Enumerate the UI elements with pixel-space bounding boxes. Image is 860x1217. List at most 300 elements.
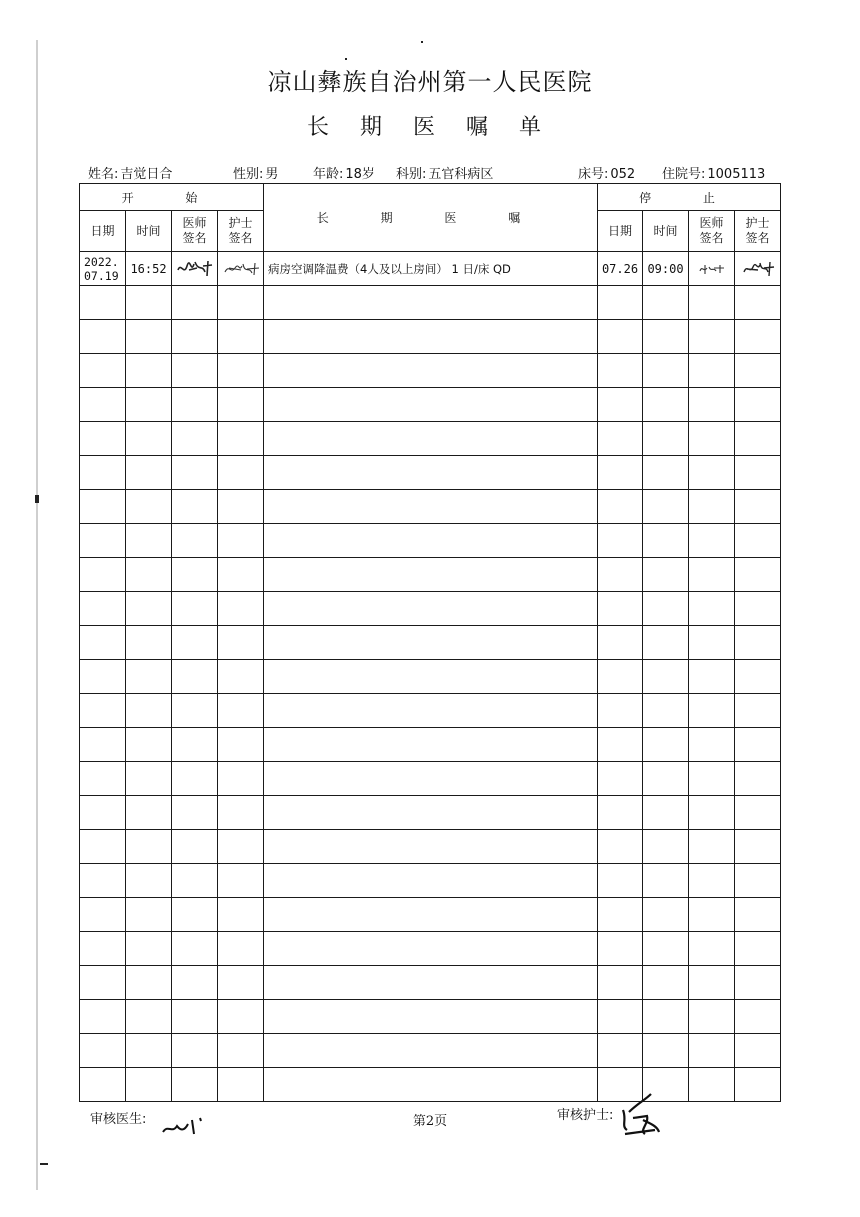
empty-cell xyxy=(735,286,781,320)
table-row xyxy=(80,490,781,524)
empty-cell xyxy=(643,1034,689,1068)
empty-cell xyxy=(264,898,598,932)
empty-cell xyxy=(689,490,735,524)
empty-cell xyxy=(735,898,781,932)
patient-name-label: 姓名: xyxy=(88,167,119,182)
empty-cell xyxy=(218,388,264,422)
empty-cell xyxy=(689,1068,735,1102)
review-doctor-label: 审核医生: xyxy=(90,1112,147,1127)
empty-cell xyxy=(126,456,172,490)
empty-cell xyxy=(80,966,126,1000)
review-nurse xyxy=(557,1104,613,1123)
empty-cell xyxy=(735,864,781,898)
table-row xyxy=(80,728,781,762)
empty-cell xyxy=(80,490,126,524)
start-doctor-sign-header xyxy=(172,211,218,252)
start-date-header: 日期 xyxy=(80,211,126,252)
empty-cell xyxy=(126,660,172,694)
patient-dept-value: 五官科病区 xyxy=(428,167,494,182)
table-row xyxy=(80,660,781,694)
empty-cell xyxy=(689,864,735,898)
empty-cell xyxy=(643,660,689,694)
empty-cell xyxy=(735,558,781,592)
empty-cell xyxy=(643,558,689,592)
start-nurse-signature xyxy=(218,252,264,286)
empty-cell xyxy=(264,354,598,388)
empty-cell xyxy=(643,524,689,558)
empty-cell xyxy=(172,1034,218,1068)
empty-cell xyxy=(80,728,126,762)
empty-cell xyxy=(218,898,264,932)
empty-cell xyxy=(172,1068,218,1102)
empty-cell xyxy=(735,762,781,796)
table-row xyxy=(80,762,781,796)
scan-edge-line xyxy=(36,40,38,1190)
empty-cell xyxy=(598,286,643,320)
stop-date-header: 日期 xyxy=(598,211,643,252)
empty-cell xyxy=(126,796,172,830)
stop-doctor-sign-header xyxy=(689,211,735,252)
patient-sex-label: 性别: xyxy=(233,167,264,182)
patient-bed-label: 床号: xyxy=(578,167,609,182)
scan-speck xyxy=(421,41,423,43)
empty-cell xyxy=(735,966,781,1000)
empty-cell xyxy=(598,660,643,694)
empty-cell xyxy=(126,1000,172,1034)
empty-cell xyxy=(126,898,172,932)
empty-cell xyxy=(689,1034,735,1068)
empty-cell xyxy=(689,558,735,592)
empty-cell xyxy=(689,354,735,388)
empty-cell xyxy=(80,354,126,388)
empty-cell xyxy=(172,966,218,1000)
empty-cell xyxy=(80,898,126,932)
patient-name-value: 吉觉日合 xyxy=(120,167,173,182)
empty-cell xyxy=(218,1034,264,1068)
empty-cell xyxy=(218,864,264,898)
table-row xyxy=(80,1034,781,1068)
empty-cell xyxy=(689,660,735,694)
empty-cell xyxy=(264,422,598,456)
stop-group-header: 停 止 xyxy=(598,184,781,211)
empty-cell xyxy=(643,694,689,728)
empty-cell xyxy=(689,592,735,626)
empty-cell xyxy=(264,864,598,898)
empty-cell xyxy=(80,626,126,660)
empty-cell xyxy=(264,456,598,490)
empty-cell xyxy=(264,558,598,592)
empty-cell xyxy=(689,456,735,490)
empty-cell xyxy=(689,762,735,796)
empty-cell xyxy=(172,592,218,626)
empty-cell xyxy=(218,966,264,1000)
patient-name xyxy=(88,163,172,182)
empty-cell xyxy=(126,354,172,388)
patient-admission-label: 住院号: xyxy=(662,167,706,182)
stop-doctor-header-line1: 医师 xyxy=(699,216,724,230)
empty-cell xyxy=(218,762,264,796)
empty-cell xyxy=(643,626,689,660)
empty-cell xyxy=(126,966,172,1000)
order-text-cell: 病房空调降温费（4人及以上房间） 1 日/床 QD xyxy=(264,252,598,286)
empty-cell xyxy=(218,932,264,966)
empty-cell xyxy=(218,558,264,592)
empty-cell xyxy=(218,1068,264,1102)
empty-cell xyxy=(126,762,172,796)
empty-cell xyxy=(126,728,172,762)
stop-doctor-signature xyxy=(689,252,735,286)
empty-cell xyxy=(598,898,643,932)
table-row xyxy=(80,694,781,728)
empty-cell xyxy=(689,932,735,966)
empty-cell xyxy=(735,830,781,864)
empty-cell xyxy=(172,932,218,966)
table-row xyxy=(80,864,781,898)
empty-cell xyxy=(218,1000,264,1034)
empty-cell xyxy=(643,898,689,932)
empty-cell xyxy=(172,354,218,388)
empty-cell xyxy=(643,966,689,1000)
table-row xyxy=(80,898,781,932)
stop-nurse-header-line1: 护士 xyxy=(745,216,770,230)
start-group-header: 开 始 xyxy=(80,184,264,211)
start-doctor-header-line2: 签名 xyxy=(182,231,207,245)
empty-cell xyxy=(264,592,598,626)
empty-cell xyxy=(172,830,218,864)
table-row xyxy=(80,558,781,592)
empty-cell xyxy=(218,728,264,762)
empty-cell xyxy=(735,388,781,422)
empty-cell xyxy=(643,1000,689,1034)
page-number: 第2页 xyxy=(412,1114,448,1129)
start-time-header: 时间 xyxy=(126,211,172,252)
empty-cell xyxy=(172,422,218,456)
empty-cell xyxy=(218,830,264,864)
empty-cell xyxy=(126,694,172,728)
empty-cell xyxy=(735,660,781,694)
empty-cell xyxy=(264,490,598,524)
empty-cell xyxy=(218,354,264,388)
patient-dept xyxy=(396,163,493,182)
empty-cell xyxy=(598,932,643,966)
empty-cell xyxy=(126,830,172,864)
empty-cell xyxy=(126,422,172,456)
empty-cell xyxy=(598,626,643,660)
empty-cell xyxy=(598,354,643,388)
table-row xyxy=(80,932,781,966)
empty-cell xyxy=(126,864,172,898)
empty-cell xyxy=(643,796,689,830)
review-nurse-label: 审核护士: xyxy=(557,1108,614,1123)
empty-cell xyxy=(264,1000,598,1034)
table-row xyxy=(80,388,781,422)
empty-cell xyxy=(735,1068,781,1102)
empty-cell xyxy=(218,796,264,830)
long-term-orders-table xyxy=(79,183,781,1102)
start-doctor-signature xyxy=(172,252,218,286)
empty-cell xyxy=(218,524,264,558)
table-row xyxy=(80,626,781,660)
empty-cell xyxy=(126,626,172,660)
empty-cell xyxy=(689,1000,735,1034)
empty-cell xyxy=(735,490,781,524)
empty-cell xyxy=(264,1034,598,1068)
empty-cell xyxy=(126,1034,172,1068)
review-nurse-signature-icon xyxy=(615,1090,663,1146)
empty-cell xyxy=(80,558,126,592)
empty-cell xyxy=(172,728,218,762)
empty-cell xyxy=(126,388,172,422)
empty-cell xyxy=(172,694,218,728)
table-row xyxy=(80,830,781,864)
empty-cell xyxy=(264,626,598,660)
empty-cell xyxy=(80,694,126,728)
patient-bed-value: 052 xyxy=(610,167,636,182)
empty-cell xyxy=(80,1068,126,1102)
empty-cell xyxy=(218,592,264,626)
table-row xyxy=(80,422,781,456)
empty-cell xyxy=(264,966,598,1000)
empty-cell xyxy=(218,626,264,660)
empty-cell xyxy=(80,320,126,354)
table-row xyxy=(80,286,781,320)
empty-cell xyxy=(80,796,126,830)
form-title: 长 期 医 嘱 单 xyxy=(307,115,553,140)
empty-cell xyxy=(172,898,218,932)
empty-cell xyxy=(735,456,781,490)
table-group-header-row xyxy=(80,184,781,211)
patient-admission xyxy=(662,163,765,182)
empty-cell xyxy=(689,966,735,1000)
empty-cell xyxy=(172,286,218,320)
start-time-cell: 16:52 xyxy=(126,252,172,286)
empty-cell xyxy=(264,728,598,762)
start-doctor-header-line1: 医师 xyxy=(182,216,207,230)
empty-cell xyxy=(172,456,218,490)
patient-admission-value: 1005113 xyxy=(707,167,766,182)
empty-cell xyxy=(689,388,735,422)
empty-cell xyxy=(643,728,689,762)
table-row xyxy=(80,524,781,558)
empty-cell xyxy=(598,796,643,830)
stop-nurse-sign-header xyxy=(735,211,781,252)
table-row xyxy=(80,1068,781,1102)
stop-date-cell: 07.26 xyxy=(598,252,643,286)
empty-cell xyxy=(172,796,218,830)
table-row xyxy=(80,966,781,1000)
scan-speck xyxy=(40,1163,48,1165)
empty-cell xyxy=(80,286,126,320)
empty-cell xyxy=(126,524,172,558)
empty-cell xyxy=(689,830,735,864)
empty-cell xyxy=(126,1068,172,1102)
empty-cell xyxy=(735,932,781,966)
empty-cell xyxy=(689,728,735,762)
empty-cell xyxy=(598,320,643,354)
empty-cell xyxy=(689,694,735,728)
empty-cell xyxy=(80,830,126,864)
empty-cell xyxy=(264,932,598,966)
order-column-header: 长 期 医 嘱 xyxy=(264,184,598,252)
patient-dept-label: 科别: xyxy=(396,167,427,182)
doctor-signature-icon xyxy=(175,258,215,280)
patient-sex-value: 男 xyxy=(265,167,279,182)
empty-cell xyxy=(689,422,735,456)
empty-cell xyxy=(735,592,781,626)
empty-cell xyxy=(598,558,643,592)
empty-cell xyxy=(264,1068,598,1102)
empty-cell xyxy=(80,592,126,626)
empty-cell xyxy=(126,286,172,320)
doctor-signature-icon xyxy=(694,259,730,279)
table-row xyxy=(80,796,781,830)
empty-cell xyxy=(643,422,689,456)
table-row xyxy=(80,320,781,354)
empty-cell xyxy=(172,660,218,694)
scan-speck xyxy=(35,495,39,503)
start-nurse-header-line1: 护士 xyxy=(228,216,253,230)
patient-bed xyxy=(578,163,635,182)
empty-cell xyxy=(126,558,172,592)
empty-cell xyxy=(80,524,126,558)
empty-cell xyxy=(598,592,643,626)
empty-cell xyxy=(689,626,735,660)
empty-cell xyxy=(735,354,781,388)
empty-cell xyxy=(643,592,689,626)
empty-cell xyxy=(264,388,598,422)
empty-cell xyxy=(598,388,643,422)
empty-cell xyxy=(126,932,172,966)
empty-cell xyxy=(80,864,126,898)
empty-cell xyxy=(264,660,598,694)
empty-cell xyxy=(80,932,126,966)
empty-cell xyxy=(218,456,264,490)
nurse-signature-icon xyxy=(221,258,261,280)
table-row xyxy=(80,1000,781,1034)
empty-cell xyxy=(264,524,598,558)
empty-cell xyxy=(172,490,218,524)
empty-cell xyxy=(172,626,218,660)
empty-cell xyxy=(689,898,735,932)
empty-cell xyxy=(643,354,689,388)
empty-cell xyxy=(218,422,264,456)
empty-cell xyxy=(643,286,689,320)
empty-cell xyxy=(218,660,264,694)
empty-cell xyxy=(643,490,689,524)
empty-cell xyxy=(735,796,781,830)
empty-cell xyxy=(218,490,264,524)
empty-cell xyxy=(598,864,643,898)
empty-cell xyxy=(735,1034,781,1068)
empty-cell xyxy=(643,762,689,796)
start-date-year: 2022. xyxy=(84,254,119,269)
empty-cell xyxy=(735,694,781,728)
empty-cell xyxy=(735,524,781,558)
empty-cell xyxy=(598,422,643,456)
empty-cell xyxy=(264,762,598,796)
empty-cell xyxy=(598,762,643,796)
empty-cell xyxy=(598,694,643,728)
empty-cell xyxy=(643,932,689,966)
empty-cell xyxy=(689,286,735,320)
empty-cell xyxy=(172,558,218,592)
empty-cell xyxy=(735,1000,781,1034)
empty-cell xyxy=(172,864,218,898)
table-row xyxy=(80,354,781,388)
empty-cell xyxy=(735,728,781,762)
empty-cell xyxy=(643,830,689,864)
empty-cell xyxy=(598,966,643,1000)
empty-cell xyxy=(735,320,781,354)
hospital-name: 凉山彝族自治州第一人民医院 xyxy=(267,68,593,96)
empty-cell xyxy=(264,320,598,354)
empty-cell xyxy=(689,524,735,558)
empty-cell xyxy=(172,524,218,558)
table-row xyxy=(80,592,781,626)
start-date-cell xyxy=(80,252,126,286)
empty-cell xyxy=(264,796,598,830)
empty-cell xyxy=(598,728,643,762)
start-date-day: 07.19 xyxy=(84,268,119,283)
empty-cell xyxy=(643,320,689,354)
empty-cell xyxy=(598,524,643,558)
empty-cell xyxy=(598,1000,643,1034)
table-row xyxy=(80,456,781,490)
empty-cell xyxy=(126,490,172,524)
stop-nurse-signature xyxy=(735,252,781,286)
stop-doctor-header-line2: 签名 xyxy=(699,231,724,245)
empty-cell xyxy=(218,286,264,320)
start-nurse-header-line2: 签名 xyxy=(228,231,253,245)
empty-cell xyxy=(264,694,598,728)
empty-cell xyxy=(598,456,643,490)
empty-cell xyxy=(598,830,643,864)
empty-cell xyxy=(172,1000,218,1034)
empty-cell xyxy=(598,1034,643,1068)
empty-cell xyxy=(80,1000,126,1034)
empty-cell xyxy=(172,762,218,796)
empty-cell xyxy=(80,388,126,422)
empty-cell xyxy=(126,592,172,626)
nurse-signature-icon xyxy=(740,258,776,280)
stop-time-header: 时间 xyxy=(643,211,689,252)
empty-cell xyxy=(80,762,126,796)
start-nurse-sign-header xyxy=(218,211,264,252)
empty-cell xyxy=(264,830,598,864)
empty-cell xyxy=(172,320,218,354)
empty-rows-body xyxy=(80,286,781,1102)
patient-age-label: 年龄: xyxy=(313,167,344,182)
empty-cell xyxy=(218,694,264,728)
table-row xyxy=(80,252,781,286)
empty-cell xyxy=(643,864,689,898)
scan-speck xyxy=(345,58,347,60)
empty-cell xyxy=(643,456,689,490)
empty-cell xyxy=(80,422,126,456)
patient-age-value: 18岁 xyxy=(345,167,375,182)
empty-cell xyxy=(735,422,781,456)
empty-cell xyxy=(80,660,126,694)
empty-cell xyxy=(264,286,598,320)
empty-cell xyxy=(80,1034,126,1068)
empty-cell xyxy=(172,388,218,422)
patient-sex xyxy=(233,163,278,182)
stop-nurse-header-line2: 签名 xyxy=(745,231,770,245)
empty-cell xyxy=(80,456,126,490)
empty-cell xyxy=(643,388,689,422)
stop-time-cell: 09:00 xyxy=(643,252,689,286)
empty-cell xyxy=(689,796,735,830)
